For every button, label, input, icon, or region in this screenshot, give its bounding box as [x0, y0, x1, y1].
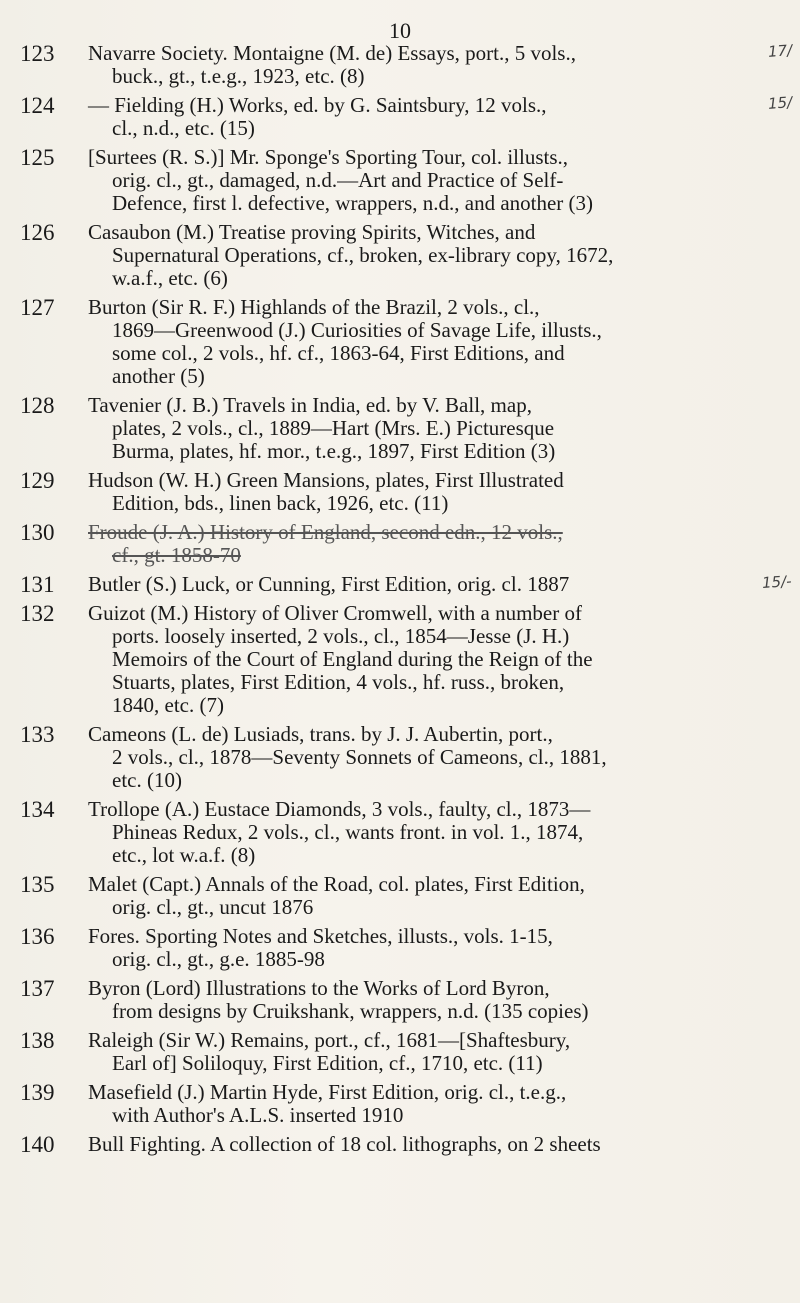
lot-number: 123	[20, 41, 55, 66]
lot-description-line: Bull Fighting. A collection of 18 col. lithographs, on 2 sheets	[88, 1132, 601, 1156]
lot-number: 136	[20, 924, 55, 949]
lot-entry	[0, 798, 800, 867]
lot-description	[80, 94, 760, 140]
lot-number: 129	[20, 468, 55, 493]
lot-description-line: [Surtees (R. S.)] Mr. Sponge's Sporting Tour, col. illusts.,	[88, 145, 569, 169]
lot-description	[80, 296, 760, 388]
lot-description-line: Navarre Society. Montaigne (M. de) Essays, port., 5 vols.,	[88, 41, 576, 65]
lot-description-line: Stuarts, plates, First Edition, 4 vols., hf. russ., broken,	[112, 670, 565, 694]
lot-entry	[0, 1029, 800, 1075]
lot-description-line: Memoirs of the Court of England during the Reign of the	[112, 647, 593, 671]
lot-entry	[0, 469, 800, 515]
lot-entry	[0, 221, 800, 290]
lot-entry	[0, 94, 800, 140]
lot-description	[80, 521, 760, 567]
lot-description	[80, 873, 760, 919]
lot-description	[80, 723, 760, 792]
lot-description	[80, 1029, 760, 1075]
lot-description-line: Hudson (W. H.) Green Mansions, plates, First Illustrated	[88, 468, 564, 492]
lot-number: 133	[20, 722, 55, 747]
lot-description	[80, 221, 760, 290]
lot-number: 124	[20, 93, 55, 118]
lot-description-line: another (5)	[112, 364, 205, 388]
lot-description-line: Guizot (M.) History of Oliver Cromwell, with a number of	[88, 601, 582, 625]
lot-entry	[0, 521, 800, 567]
lot-description-line: — Fielding (H.) Works, ed. by G. Saintsbury, 12 vols.,	[88, 93, 547, 117]
lot-description-line: Raleigh (Sir W.) Remains, port., cf., 1681—[Shaftesbury,	[88, 1028, 571, 1052]
lot-description-line: Burma, plates, hf. mor., t.e.g., 1897, First Edition (3)	[112, 439, 556, 463]
lot-description-line: with Author's A.L.S. inserted 1910	[112, 1103, 404, 1127]
lot-number: 138	[20, 1028, 55, 1053]
lot-entry	[0, 873, 800, 919]
lot-entry	[0, 723, 800, 792]
lot-description	[80, 798, 760, 867]
lot-description	[80, 42, 760, 88]
lot-description-line: some col., 2 vols., hf. cf., 1863-64, First Editions, and	[112, 341, 565, 365]
lot-number: 125	[20, 145, 55, 170]
handwritten-price-note: 15/	[767, 93, 793, 113]
lot-number: 128	[20, 393, 55, 418]
lot-list	[0, 42, 800, 1156]
page-number: 10	[389, 18, 411, 43]
lot-description-line: plates, 2 vols., cl., 1889—Hart (Mrs. E.) Picturesque	[112, 416, 555, 440]
lot-number: 140	[20, 1132, 55, 1157]
lot-description-line: ports. loosely inserted, 2 vols., cl., 1854—Jesse (J. H.)	[112, 624, 570, 648]
lot-description-line: etc. (10)	[112, 768, 182, 792]
lot-entry	[0, 977, 800, 1023]
lot-description-line: Tavenier (J. B.) Travels in India, ed. by V. Ball, map,	[88, 393, 532, 417]
lot-number: 139	[20, 1080, 55, 1105]
lot-description-line: Fores. Sporting Notes and Sketches, illusts., vols. 1-15,	[88, 924, 553, 948]
lot-description-line: Byron (Lord) Illustrations to the Works of Lord Byron,	[88, 976, 550, 1000]
lot-description	[80, 1133, 760, 1156]
lot-description	[80, 146, 760, 215]
lot-entry	[0, 573, 800, 596]
lot-entry	[0, 602, 800, 717]
lot-description-line: cf., gt. 1858-70	[112, 543, 241, 567]
lot-description-line: 1840, etc. (7)	[112, 693, 224, 717]
lot-number: 134	[20, 797, 55, 822]
lot-description-line: Masefield (J.) Martin Hyde, First Edition, orig. cl., t.e.g.,	[88, 1080, 567, 1104]
lot-description-line: orig. cl., gt., uncut 1876	[112, 895, 314, 919]
lot-description-line: 1869—Greenwood (J.) Curiosities of Savage Life, illusts.,	[112, 318, 602, 342]
lot-description-line: Phineas Redux, 2 vols., cl., wants front. in vol. 1., 1874,	[112, 820, 584, 844]
lot-number: 130	[20, 520, 55, 545]
lot-entry	[0, 42, 800, 88]
lot-number: 131	[20, 572, 55, 597]
lot-description	[80, 394, 760, 463]
lot-entry	[0, 296, 800, 388]
lot-description-line: from designs by Cruikshank, wrappers, n.d. (135 copies)	[112, 999, 589, 1023]
lot-description	[80, 1081, 760, 1127]
lot-description-line: Earl of] Soliloquy, First Edition, cf., 1710, etc. (11)	[112, 1051, 543, 1075]
lot-entry	[0, 146, 800, 215]
lot-number: 132	[20, 601, 55, 626]
lot-description	[80, 469, 760, 515]
lot-description-line: orig. cl., gt., g.e. 1885-98	[112, 947, 325, 971]
lot-description	[80, 977, 760, 1023]
lot-description-line: Edition, bds., linen back, 1926, etc. (11)	[112, 491, 449, 515]
lot-number: 126	[20, 220, 55, 245]
lot-description	[80, 602, 760, 717]
lot-entry	[0, 394, 800, 463]
lot-description-line: Cameons (L. de) Lusiads, trans. by J. J. Aubertin, port.,	[88, 722, 553, 746]
handwritten-price-note: 17/	[767, 41, 793, 61]
lot-description-line: Trollope (A.) Eustace Diamonds, 3 vols., faulty, cl., 1873—	[88, 797, 591, 821]
lot-description-line: etc., lot w.a.f. (8)	[112, 843, 256, 867]
lot-entry	[0, 1081, 800, 1127]
lot-description-line: Supernatural Operations, cf., broken, ex-library copy, 1672,	[112, 243, 614, 267]
lot-description	[80, 925, 760, 971]
lot-description-line: buck., gt., t.e.g., 1923, etc. (8)	[112, 64, 365, 88]
lot-description	[80, 573, 760, 596]
lot-description-line: w.a.f., etc. (6)	[112, 266, 228, 290]
lot-description-line: Burton (Sir R. F.) Highlands of the Brazil, 2 vols., cl.,	[88, 295, 540, 319]
lot-entry	[0, 925, 800, 971]
lot-description-line: Defence, first l. defective, wrappers, n.d., and another (3)	[112, 191, 594, 215]
lot-number: 127	[20, 295, 55, 320]
lot-description-line: Froude (J. A.) History of England, second edn., 12 vols.,	[88, 520, 563, 544]
lot-description-line: Malet (Capt.) Annals of the Road, col. plates, First Edition,	[88, 872, 585, 896]
lot-entry	[0, 1133, 800, 1156]
lot-description-line: cl., n.d., etc. (15)	[112, 116, 255, 140]
lot-description-line: orig. cl., gt., damaged, n.d.—Art and Practice of Self-	[112, 168, 564, 192]
lot-number: 135	[20, 872, 55, 897]
lot-description-line: 2 vols., cl., 1878—Seventy Sonnets of Cameons, cl., 1881,	[112, 745, 607, 769]
handwritten-price-note: 15/-	[761, 571, 793, 593]
lot-number: 137	[20, 976, 55, 1001]
lot-description-line: Casaubon (M.) Treatise proving Spirits, Witches, and	[88, 220, 536, 244]
lot-description-line: Butler (S.) Luck, or Cunning, First Edition, orig. cl. 1887	[88, 572, 570, 596]
